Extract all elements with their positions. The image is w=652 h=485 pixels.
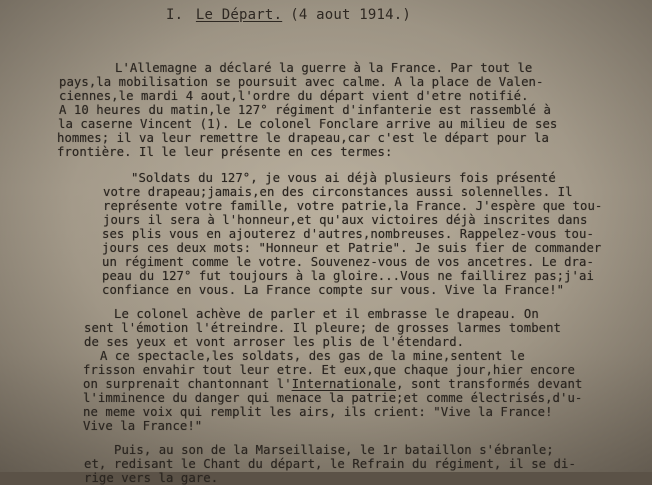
text-line: A 10 heures du matin,le 127° régiment d'infanterie est rassemblé à bbox=[59, 103, 551, 117]
text-line: jours il sera à l'honneur,et qu'aux victoires déjà inscrites dans bbox=[103, 213, 588, 227]
chapter-title: Le Départ. bbox=[195, 7, 283, 23]
text-line: frisson envahir tout leur etre. Et eux,que chaque jour,hier encore bbox=[83, 363, 575, 377]
text-line: ses plis vous en ajouterez d'autres,nombreuses. Rappelez-vous tou- bbox=[102, 227, 594, 241]
text-line: et, redisant le Chant du départ, le Refrain du régiment, il se di- bbox=[84, 457, 576, 471]
text-line: un régiment comme le votre. Souvenez-vous de vos ancetres. Le dra- bbox=[102, 255, 594, 269]
text-line bbox=[83, 377, 582, 391]
text-line: peau du 127° fut toujours à la gloire...Vous ne faillirez pas;j'ai bbox=[102, 269, 594, 283]
text-line: votre drapeau;jamais,en des circonstances aussi solennelles. Il bbox=[103, 185, 573, 199]
text-line: l'imminence du danger qui menace la patrie;et comme électrisés,d'u- bbox=[83, 391, 583, 405]
text-line: ciennes,le mardi 4 aout,l'ordre du départ vient d'etre notifié. bbox=[59, 89, 529, 103]
text-line: sent l'émotion l'étreindre. Il pleure; de grosses larmes tombent bbox=[84, 321, 562, 335]
chapter-number: I. bbox=[166, 7, 184, 23]
chapter-heading bbox=[166, 7, 411, 23]
text-line: Le colonel achève de parler et il embrasse le drapeau. On bbox=[114, 307, 539, 321]
text-line: représente votre famille, votre patrie,la France. J'espère que tou- bbox=[103, 199, 603, 213]
text-line: de ses yeux et vont arroser les plis de l'étendard. bbox=[84, 335, 465, 349]
text-line: la caserne Vincent (1). Le colonel Fonclare arrive au milieu de ses bbox=[58, 117, 558, 131]
chapter-date: (4 aout 1914.) bbox=[290, 7, 412, 23]
text-line: A ce spectacle,les soldats, des gas de la mine,sentent le bbox=[100, 349, 525, 363]
text-line: L'Allemagne a déclaré la guerre à la France. Par tout le bbox=[115, 61, 533, 75]
text-line: ne meme voix qui remplit les airs, ils crient: "Vive la France! bbox=[83, 405, 553, 419]
text-line: pays,la mobilisation se poursuit avec calme. A la place de Valen- bbox=[59, 75, 544, 89]
text-line: hommes; il va leur remettre le drapeau,car c'est le départ pour la bbox=[57, 131, 549, 145]
text-line: confiance en vous. La France compte sur vous. Vive la France!" bbox=[102, 283, 565, 297]
text-line: frontière. Il le leur présente en ces termes: bbox=[57, 145, 393, 159]
text-segment: on surprenait chantonnant l' bbox=[83, 377, 292, 391]
text-line: Vive la France!" bbox=[83, 419, 203, 433]
text-segment: , sont transformés devant bbox=[396, 377, 583, 391]
text-line: "Soldats du 127°, je vous ai déjà plusieurs fois présenté bbox=[131, 171, 556, 185]
text-line: Puis, au son de la Marseillaise, le 1r bataillon s'ébranle; bbox=[114, 443, 554, 457]
text-line: jours ces deux mots: "Honneur et Patrie". Je suis fier de commander bbox=[102, 241, 602, 255]
text-line: rige vers la gare. bbox=[84, 471, 219, 485]
underlined-word: Internationale bbox=[291, 377, 397, 391]
